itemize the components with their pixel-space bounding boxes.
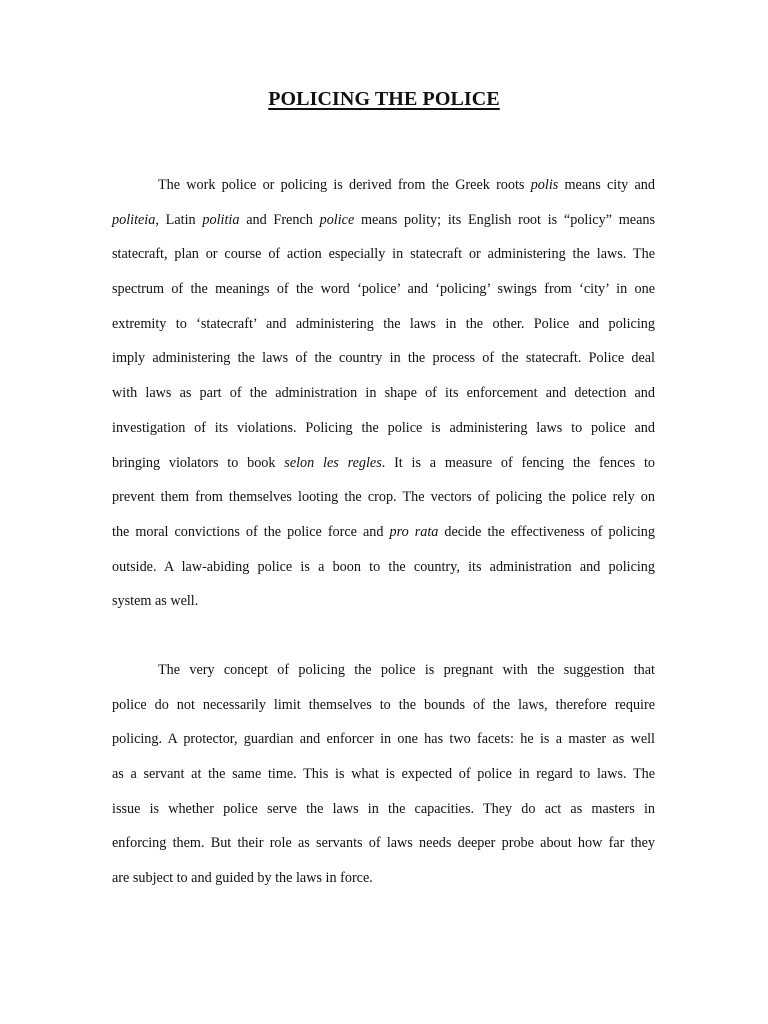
italic-term: politeia, <box>112 211 159 228</box>
text-line: outside. A law-abiding police is a boon to the country, its administration and policing <box>112 558 655 575</box>
text-line: spectrum of the meanings of the word ‘police’ and ‘policing’ swings from ‘city’ in one <box>112 281 655 298</box>
text-line: are subject to and guided by the laws in force. <box>112 870 373 887</box>
italic-term: politia <box>202 211 240 228</box>
text-line: system as well. <box>112 593 199 610</box>
text-line: imply administering the laws of the country in the process of the statecraft. Police deal <box>112 350 655 367</box>
text-line: police do not necessarily limit themselves to the bounds of the laws, therefore require <box>112 696 655 713</box>
text-line: extremity to ‘statecraft’ and administering the laws in the other. Police and policing <box>112 315 655 332</box>
text-line: the moral convictions of the police force and pro rata decide the effectiveness of policing <box>112 523 655 540</box>
text-line: policing. A protector, guardian and enforcer in one has two facets: he is a master as well <box>112 731 655 748</box>
text-line: statecraft, plan or course of action especially in statecraft or administering the laws. The <box>112 246 655 263</box>
text-line: issue is whether police serve the laws in the capacities. They do act as masters in <box>112 800 655 817</box>
italic-term: polis <box>530 177 559 193</box>
text-line: politeia, Latin politia and French police means polity; its English root is “policy” means <box>112 211 655 228</box>
italic-term: police <box>319 211 355 228</box>
paragraph-1 <box>112 168 655 619</box>
text-line: with laws as part of the administration in shape of its enforcement and detection and <box>112 385 655 402</box>
text-line: investigation of its violations. Policing the police is administering laws to police and <box>112 419 655 436</box>
italic-term: pro rata <box>389 523 439 540</box>
paragraph-2 <box>112 653 655 896</box>
text-line: enforcing them. But their role as servants of laws needs deeper probe about how far they <box>112 835 655 852</box>
text-line: The work police or policing is derived from the Greek roots polis means city and <box>158 177 655 193</box>
italic-term: selon les regles <box>284 454 382 471</box>
document-title: POLICING THE POLICE <box>268 88 500 110</box>
text-line: as a servant at the same time. This is what is expected of police in regard to laws. The <box>112 766 655 783</box>
text-line: prevent them from themselves looting the crop. The vectors of policing the police rely on <box>112 489 655 506</box>
text-line: The very concept of policing the police is pregnant with the suggestion that <box>158 662 655 678</box>
text-line: bringing violators to book selon les regles. It is a measure of fencing the fences to <box>112 454 656 471</box>
